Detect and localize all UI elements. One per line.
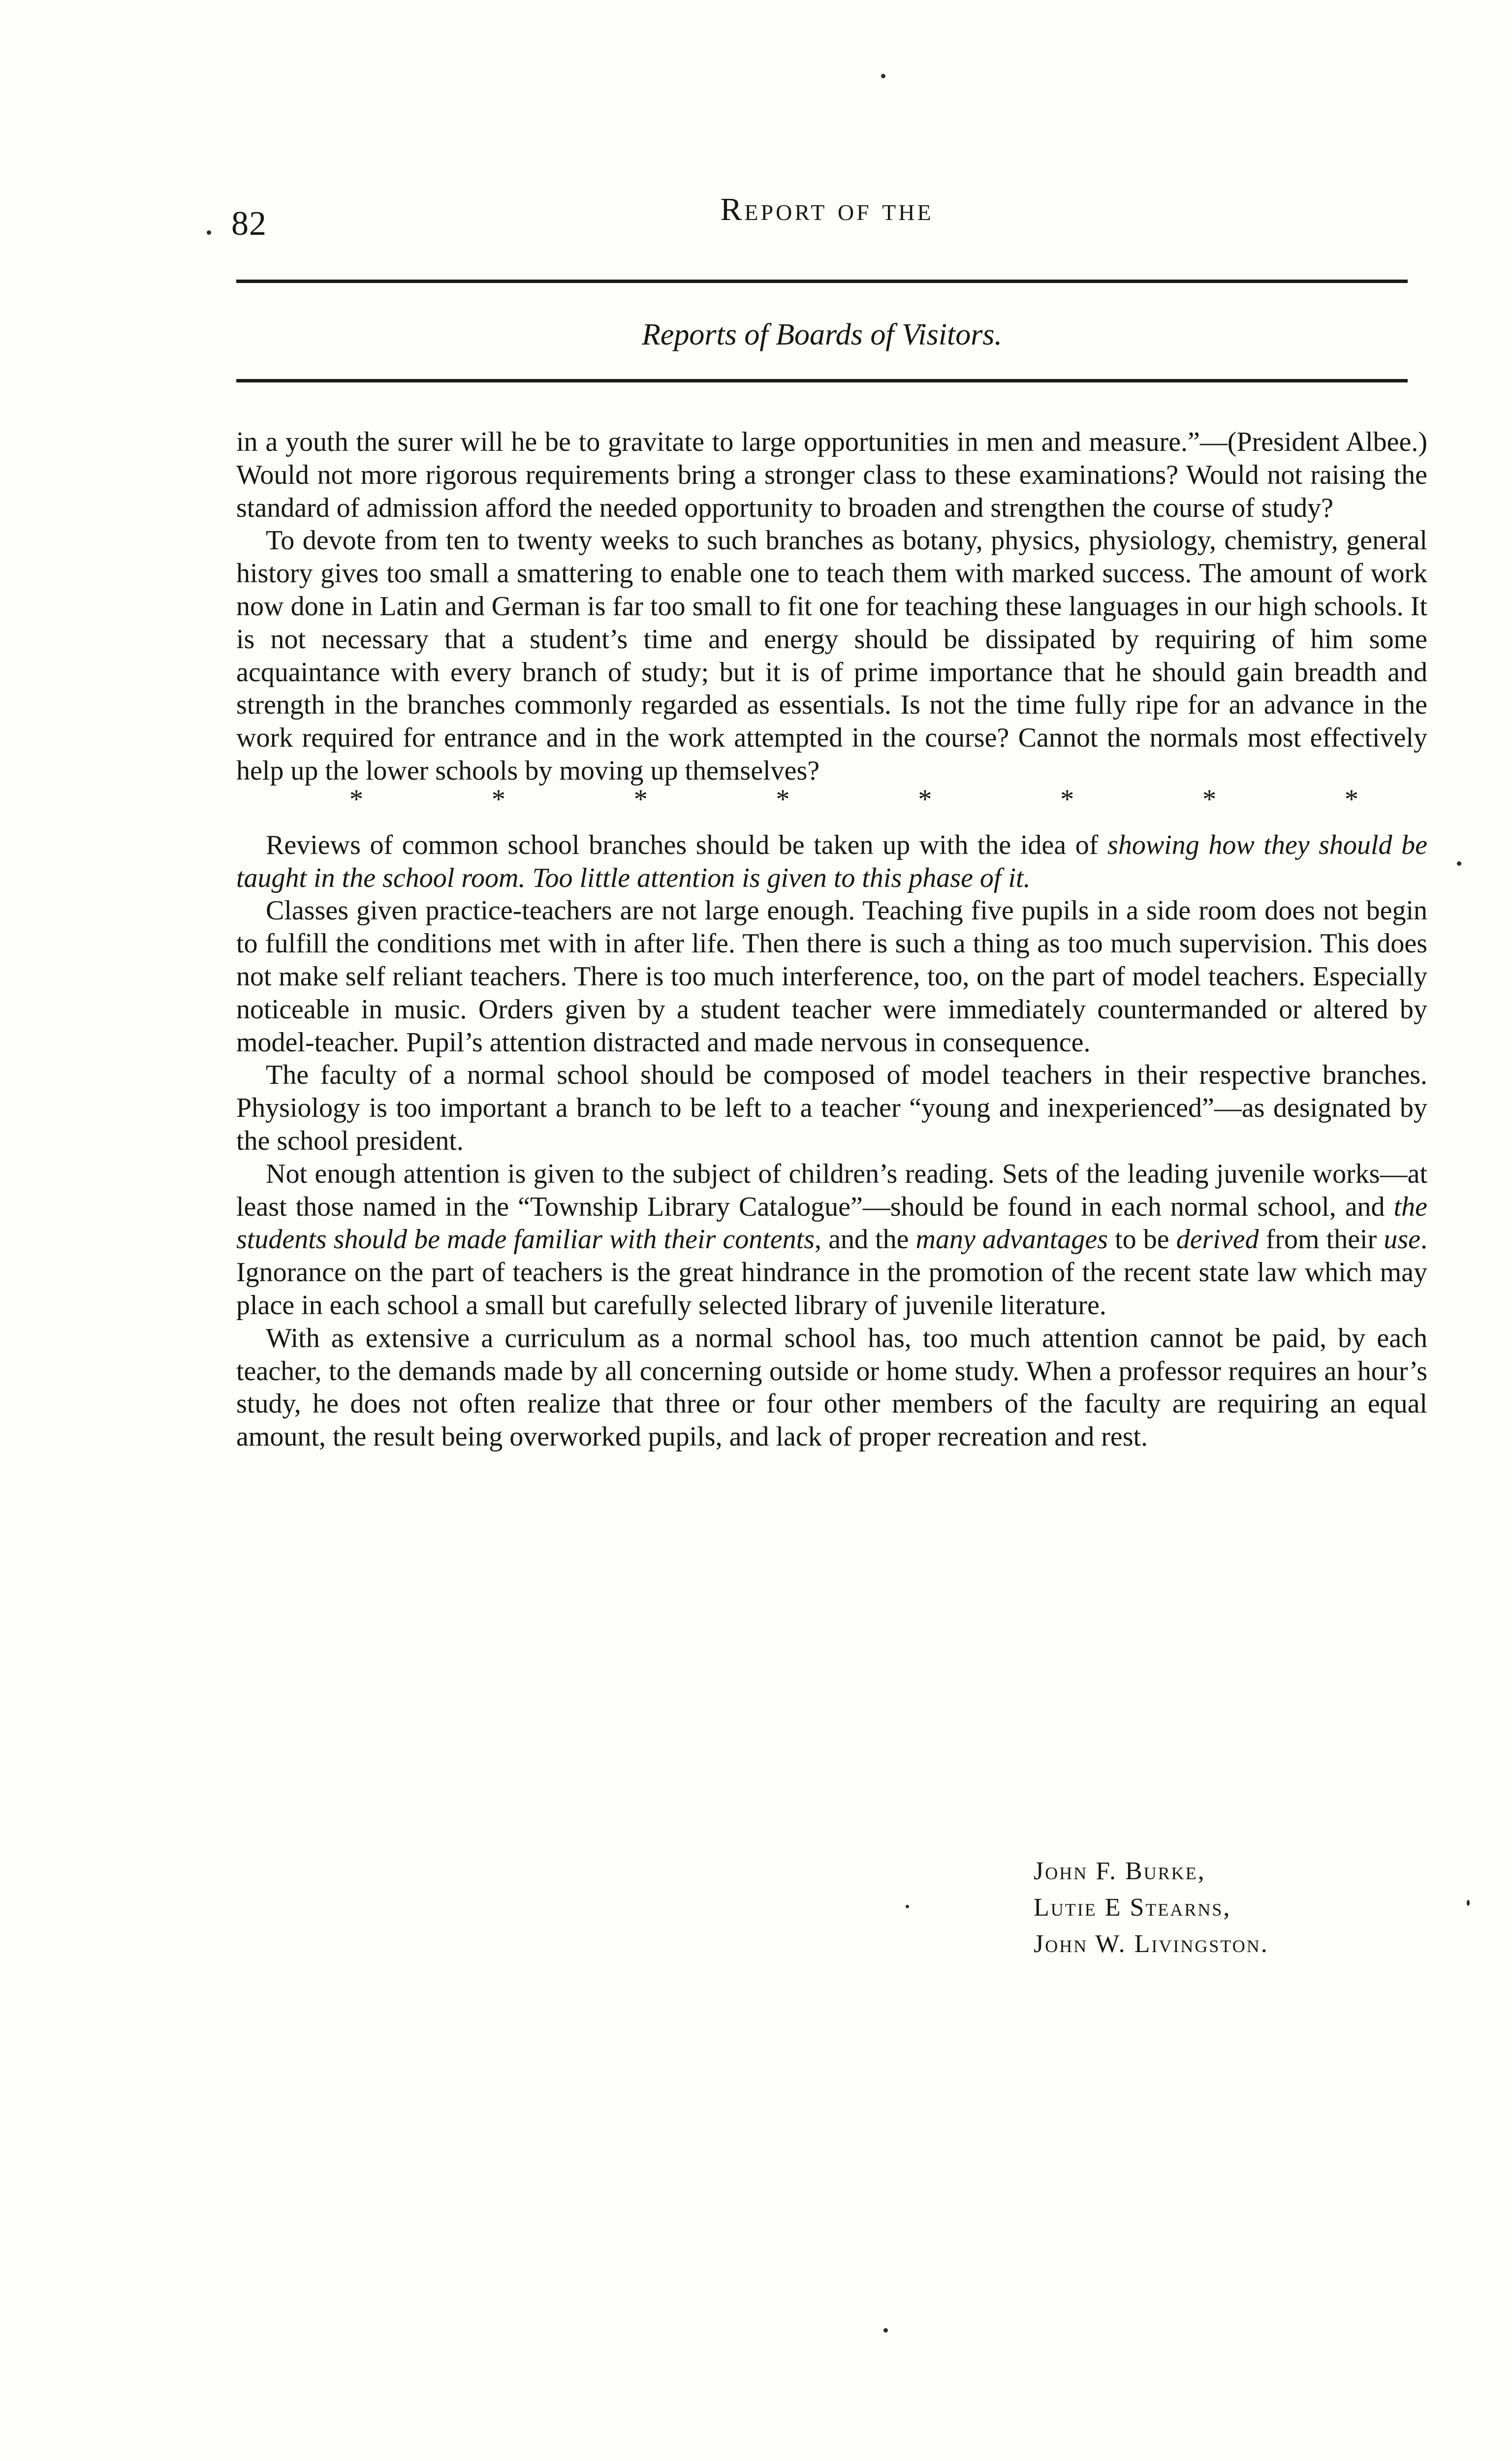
paragraph-6-text-a: Not enough attention is given to the subject of children’s reading. Sets of the leading juvenile works—at least those named in the “Township Library Catalogue”—should be found in each normal school, and [236, 1158, 1427, 1222]
paragraph-6-text-c: to be [1108, 1224, 1176, 1255]
paragraph-6 [236, 1158, 1427, 1322]
star-4: * [776, 784, 790, 815]
star-3: * [633, 784, 648, 815]
paragraph-6-text-e: . Ignorance on the part of teachers is the great hindrance in the promotion of the recent state law which may place in each school a small but carefully selected library of juvenile literature. [236, 1224, 1428, 1321]
signature-block [1034, 1853, 1269, 1962]
paragraph-6-text-b: , and the [815, 1224, 916, 1255]
star-8: * [1344, 784, 1358, 815]
signature-3: John W. Livingston. [1034, 1930, 1269, 1958]
signature-1: John F. Burke, [1034, 1857, 1206, 1885]
paragraph-6-emphasis-1: the students should be made familiar with their contents [236, 1191, 1427, 1255]
print-speck [1457, 861, 1461, 866]
header-rule-top [236, 280, 1408, 283]
section-title: Reports of Boards of Visitors. [642, 318, 1002, 351]
paragraph-6-emphasis-4: use [1384, 1224, 1421, 1255]
body-text [236, 426, 1427, 1453]
print-speck [906, 1905, 909, 1908]
star-2: * [491, 784, 505, 815]
ellipsis-stars [236, 784, 1427, 815]
paragraph-1: in a youth the surer will he be to gravitate to large opportunities in men and measure.”—(President Albee.) Would not more rigorous requirements bring a stronger class to these examinations? Would not raising the standard of admission afford the needed opportunity to broaden and strengthen the course of study? [236, 427, 1427, 523]
paragraph-7: With as extensive a curriculum as a normal school has, too much attention cannot be paid, by each teacher, to the demands made by all concerning outside or home study. When a professor requires an hour’s study, he does not often realize that three or four other members of the faculty are requiring an equal amount, the result being overworked pupils, and lack of proper recreation and rest. [236, 1323, 1427, 1452]
paragraph-6-text-d: from their [1259, 1224, 1384, 1255]
paragraph-3-text: Reviews of common school branches should be taken up with the idea of [266, 829, 1108, 860]
header-rule-bottom [236, 379, 1408, 382]
paragraph-6-emphasis-3: derived [1176, 1224, 1259, 1255]
signature-2: Lutie E Stearns, [1034, 1893, 1231, 1922]
print-speck [1467, 1900, 1470, 1906]
paragraph-5: The faculty of a normal school should be composed of model teachers in their respective branches. Physiology is too important a branch to be left to a teacher “young and inexperienced”—as designated by the school president. [236, 1060, 1427, 1156]
paragraph-4: Classes given practice-teachers are not large enough. Teaching five pupils in a side room does not begin to fulfill the conditions met with in after life. Then there is such a thing as too much supervision. This does not make self reliant teachers. There is too much interference, too, on the part of model teachers. Especially noticeable in music. Orders given by a student teacher were immediately countermanded or altered by model-teacher. Pupil’s attention distracted and made nervous in consequence. [236, 895, 1427, 1058]
paragraph-2: To devote from ten to twenty weeks to such branches as botany, physics, physiology, chemistry, general history gives too small a smattering to enable one to teach them with marked success. The amount of work now done in Latin and German is far too small to fit one for teaching these languages in our high schools. It is not necessary that a student’s time and energy should be dissipated by requiring of him some acquaintance with every branch of study; but it is of prime importance that he should gain breadth and strength in the branches commonly regarded as essentials. Is not the time fully ripe for an advance in the work required for entrance and in the work attempted in the course? Cannot the normals most effectively help up the lower schools by moving up themselves? [236, 525, 1427, 786]
print-speck [207, 230, 211, 235]
print-speck [883, 2328, 888, 2333]
star-7: * [1202, 784, 1217, 815]
page-number: 82 [231, 205, 267, 243]
running-head: Report of the [720, 191, 934, 227]
paragraph-6-emphasis-2: many advantages [915, 1224, 1108, 1255]
paragraph-gap [236, 811, 1427, 829]
print-speck [881, 74, 885, 78]
star-1: * [349, 784, 363, 815]
star-5: * [918, 784, 932, 815]
star-6: * [1060, 784, 1074, 815]
paragraph-3 [236, 829, 1427, 895]
paragraph-3-emphasis: showing how they should be taught in the school room. Too little attention is given to this phase of it. [236, 829, 1428, 893]
